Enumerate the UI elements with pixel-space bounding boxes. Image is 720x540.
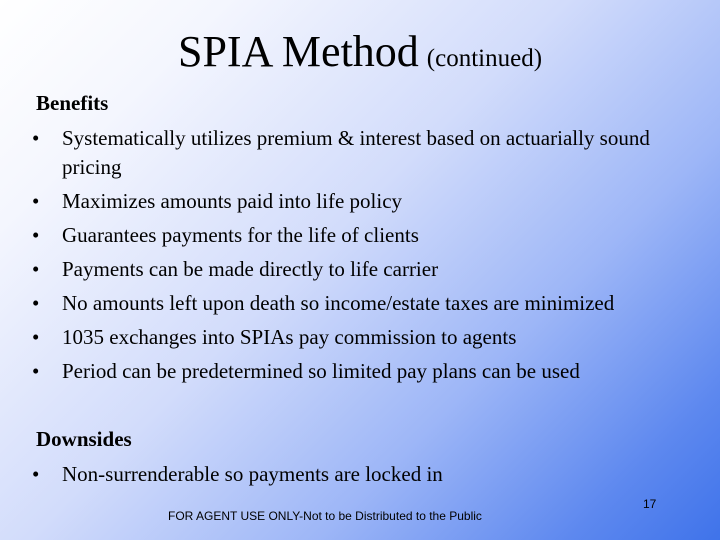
list-item [30,187,700,216]
list-item-text: • No amounts left upon death so income/estate taxes are minimized [62,291,615,315]
list-item-text: • Systematically utilizes premium & interest based on actuarially sound pricing [62,126,650,179]
list-item [30,289,700,318]
list-item-text: • Guarantees payments for the life of clients [62,223,419,247]
list-item-text: • Payments can be made directly to life carrier [62,257,439,281]
title-sub-text: (continued) [426,45,543,72]
list-item-text: • Maximizes amounts paid into life policy [62,189,403,213]
list-item [30,357,700,386]
downsides-heading: Downsides [36,427,132,451]
list-item-text: • 1035 exchanges into SPIAs pay commission to agents [62,325,517,349]
downsides-list [30,460,700,494]
benefits-heading: Benefits [36,91,109,115]
list-item [30,323,700,352]
list-item-text: • Period can be predetermined so limited pay plans can be used [62,359,580,383]
title-main-text: SPIA Method [177,27,419,76]
list-item [30,255,700,284]
list-item [30,124,700,182]
footer-disclaimer: FOR AGENT USE ONLY-Not to be Distributed to the Public [168,509,482,523]
list-item-text: • Non-surrenderable so payments are locked in [62,462,443,486]
list-item [30,221,700,250]
page-number: 17 [643,497,657,511]
slide-title [0,27,720,76]
list-item [30,460,700,489]
benefits-list [30,124,700,391]
